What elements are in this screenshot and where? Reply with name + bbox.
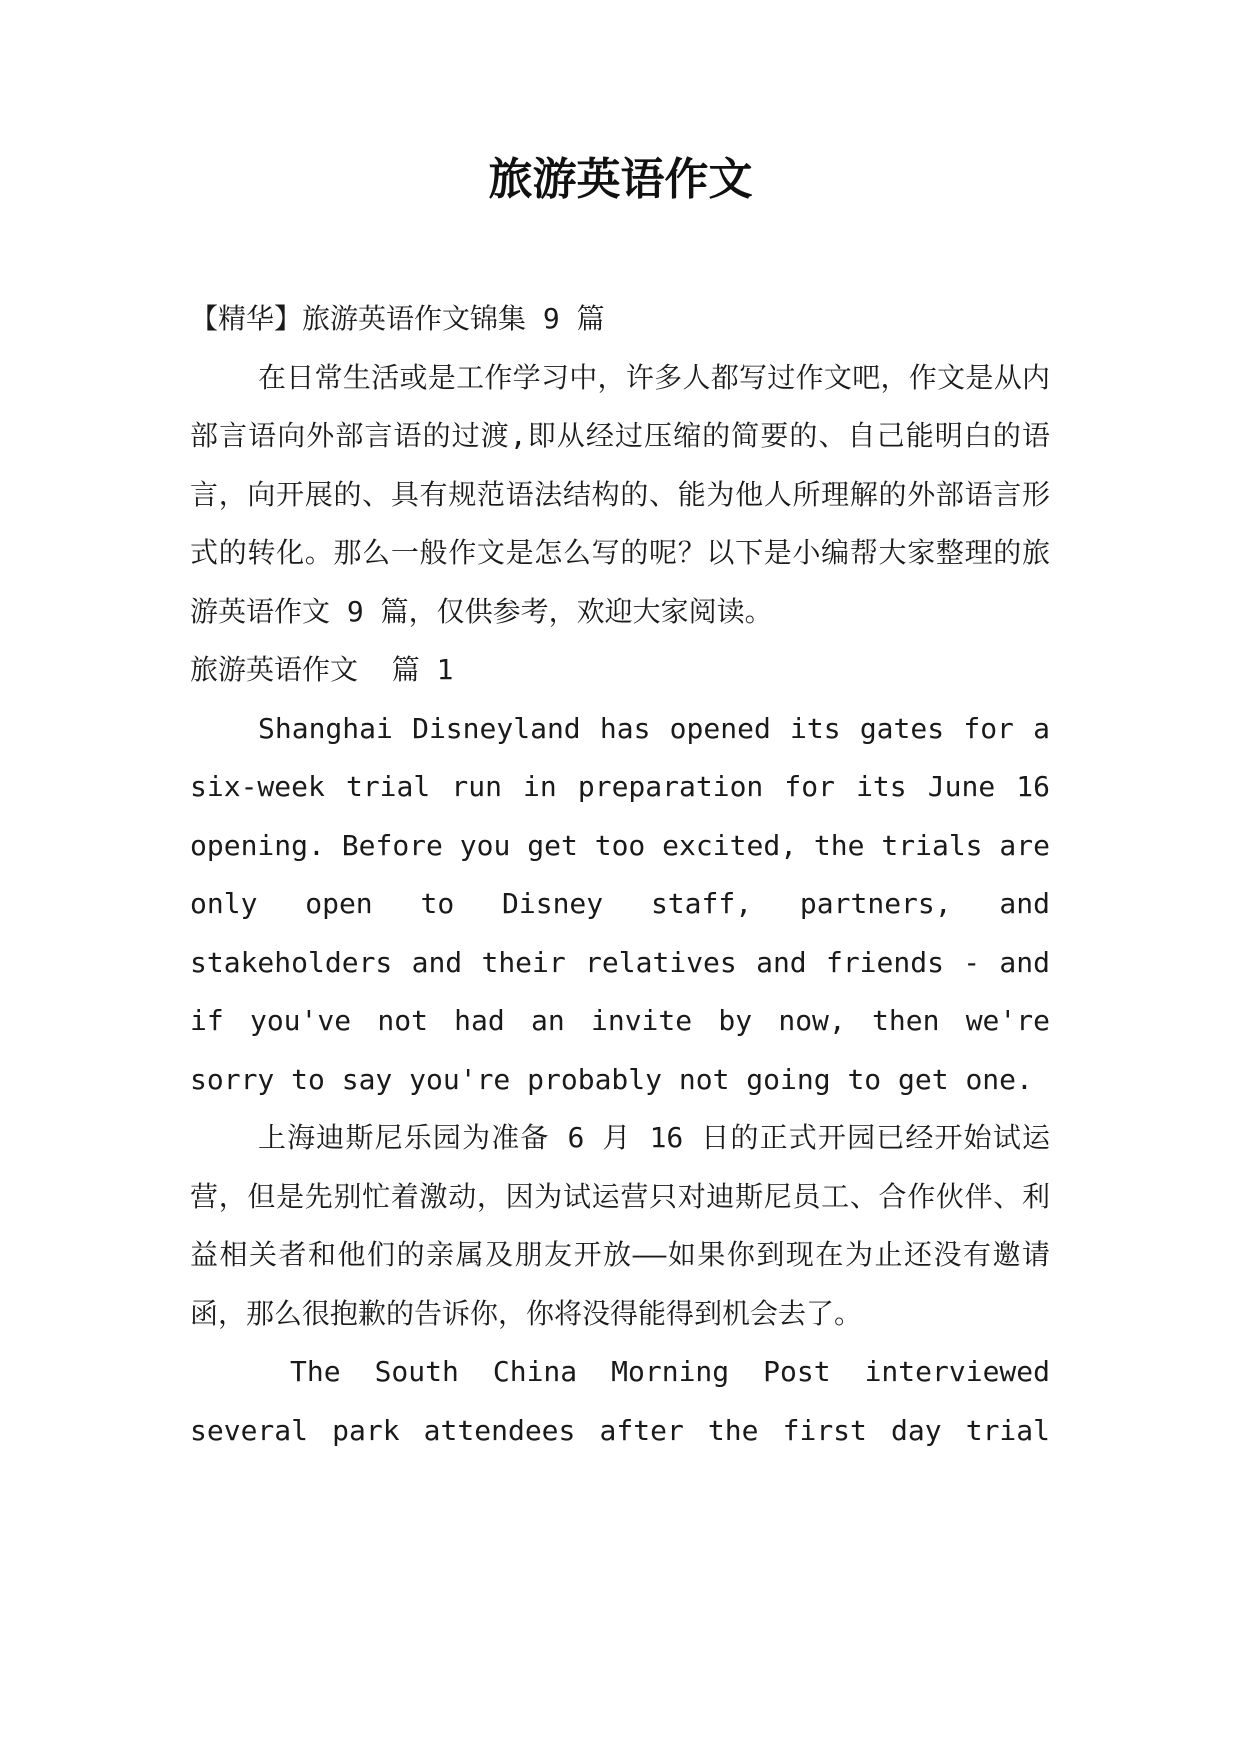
- english-paragraph-2: The South China Morning Post interviewed several park attendees after the first day trial: [190, 1355, 1050, 1447]
- document-title: 旅游英语作文: [488, 154, 753, 205]
- collection-heading: 【精华】旅游英语作文锦集 9 篇: [190, 302, 605, 335]
- english-paragraph-1: Shanghai Disneyland has opened its gates for a six-week trial run in preparation for its June 16 opening. Before you get too excited, the trials are only open to Disney staff, partners, and stakeholders and their relatives and friends - and if you've not had an invite by now, then we're sorry to say you're probably not going to get one.: [190, 711, 1050, 1096]
- intro-paragraph: 在日常生活或是工作学习中，许多人都写过作文吧，作文是从内部言语向外部言语的过渡,即从经过压缩的简要的、自己能明白的语言，向开展的、具有规范语法结构的、能为他人所理解的外部语言形式的转化。那么一般作文是怎么写的呢？以下是小编帮大家整理的旅游英语作文 9 篇，仅供参考，欢迎大家阅读。: [190, 360, 1050, 628]
- document-body: [190, 290, 1050, 1460]
- chinese-paragraph-1: 上海迪斯尼乐园为准备 6 月 16 日的正式开园已经开始试运营，但是先别忙着激动，因为试运营只对迪斯尼员工、合作伙伴、利益相关者和他们的亲属及朋友开放——如果你到现在为止还没有邀请函，那么很抱歉的告诉你，你将没得能得到机会去了。: [190, 1121, 1050, 1330]
- section-heading: 旅游英语作文 篇 1: [190, 653, 454, 686]
